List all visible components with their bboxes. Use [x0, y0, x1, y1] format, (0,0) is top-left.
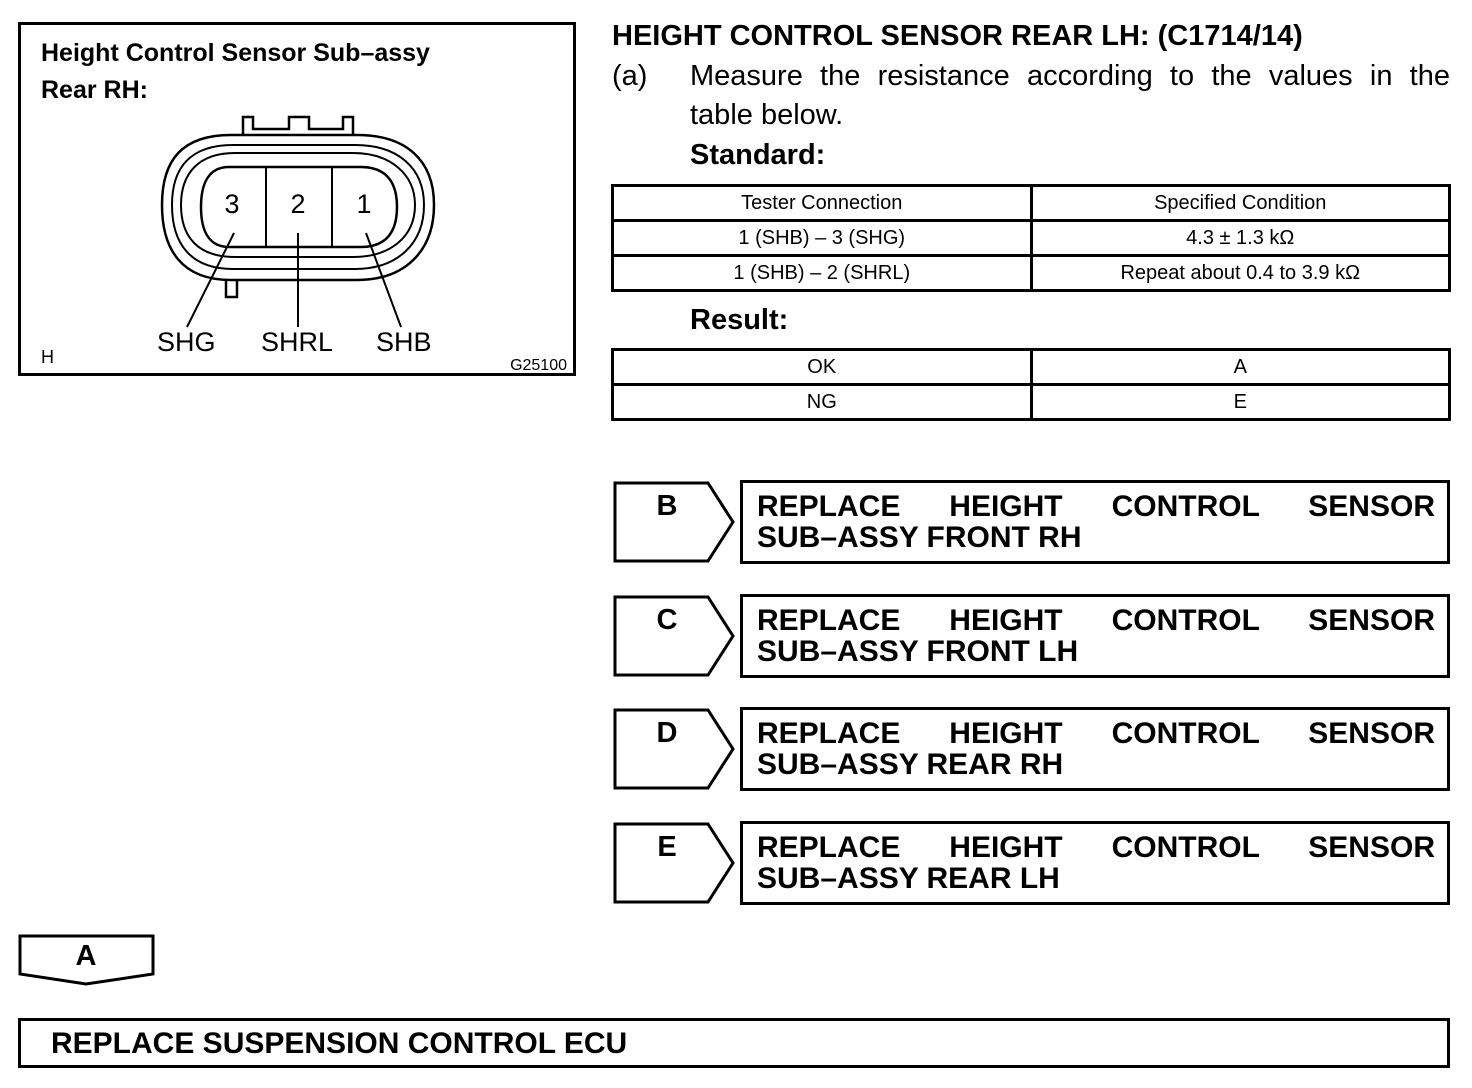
result-tag-e [612, 821, 736, 905]
final-action-text: REPLACE SUSPENSION CONTROL ECU [51, 1027, 628, 1060]
result-table [611, 348, 1451, 421]
standard-table [611, 184, 1451, 292]
table-row [613, 350, 1450, 385]
result-tag-letter: E [657, 831, 677, 863]
table-cell: Repeat about 0.4 to 3.9 kΩ [1031, 256, 1450, 291]
action-box [740, 707, 1450, 791]
result-tag-letter: D [656, 717, 678, 749]
table-cell: OK [613, 350, 1032, 385]
result-tag-letter: A [75, 940, 97, 972]
action-box [740, 594, 1450, 678]
pin-name-shrl: SHRL [261, 327, 334, 357]
pin-name-shg: SHG [157, 327, 216, 357]
result-tag-d [612, 707, 736, 791]
action-text-line1: REPLACE HEIGHT CONTROL SENSOR [757, 831, 1435, 864]
pin-2-label: 2 [290, 189, 306, 219]
standard-label: Standard: [690, 139, 826, 171]
table-cell: E [1031, 385, 1450, 420]
table-row [613, 256, 1450, 291]
pin-3-label: 3 [224, 189, 240, 219]
section-heading: HEIGHT CONTROL SENSOR REAR LH: (C1714/14) [612, 20, 1303, 52]
connector-figure [18, 22, 576, 376]
action-text-line1: REPLACE HEIGHT CONTROL SENSOR [757, 717, 1435, 750]
pin-1-label: 1 [356, 189, 372, 219]
result-tag-a [18, 934, 156, 986]
action-text-line2: SUB–ASSY REAR LH [757, 862, 1060, 895]
action-text-line2: SUB–ASSY REAR RH [757, 748, 1064, 781]
result-tag-c [612, 594, 736, 678]
table-header-cell: Specified Condition [1031, 186, 1450, 221]
table-cell: 1 (SHB) – 2 (SHRL) [613, 256, 1032, 291]
step-text-line2: table below. [690, 99, 844, 131]
final-action-box [18, 1018, 1450, 1068]
table-cell: 4.3 ± 1.3 kΩ [1031, 221, 1450, 256]
action-box [740, 480, 1450, 564]
result-tag-b [612, 480, 736, 564]
figure-corner-label: H [41, 347, 54, 367]
table-cell: 1 (SHB) – 3 (SHG) [613, 221, 1032, 256]
result-tag-letter: B [656, 490, 678, 522]
table-row [613, 221, 1450, 256]
action-text-line2: SUB–ASSY FRONT RH [757, 521, 1082, 554]
pin-name-shb: SHB [376, 327, 432, 357]
table-cell: A [1031, 350, 1450, 385]
table-row [613, 385, 1450, 420]
table-header-row [613, 186, 1450, 221]
action-text-line2: SUB–ASSY FRONT LH [757, 635, 1079, 668]
action-text-line1: REPLACE HEIGHT CONTROL SENSOR [757, 490, 1435, 523]
step-label: (a) [612, 60, 648, 92]
action-text-line1: REPLACE HEIGHT CONTROL SENSOR [757, 604, 1435, 637]
figure-title-line1: Height Control Sensor Sub–assy [41, 39, 430, 67]
figure-title-line2: Rear RH: [41, 76, 148, 104]
table-cell: NG [613, 385, 1032, 420]
table-header-cell: Tester Connection [613, 186, 1032, 221]
result-label: Result: [690, 304, 789, 336]
figure-code: G25100 [510, 357, 567, 374]
result-tag-letter: C [656, 604, 678, 636]
step-text-line1: Measure the resistance according to the values in the [690, 60, 1450, 92]
action-box [740, 821, 1450, 905]
